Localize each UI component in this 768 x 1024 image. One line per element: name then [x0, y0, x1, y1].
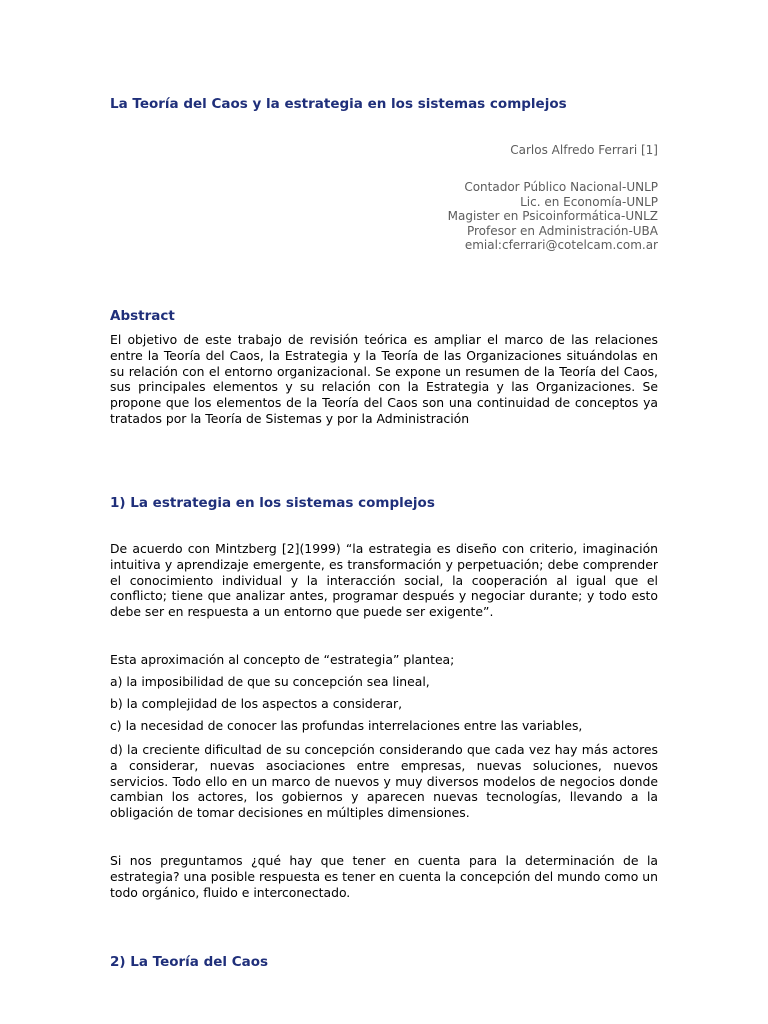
section-2-heading: 2) La Teoría del Caos [110, 954, 269, 970]
credential-item: Profesor en Administración-UBA [466, 223, 658, 238]
credential-item: Magister en Psicoinformática-UNLZ [447, 209, 658, 223]
author-name: Carlos Alfredo Ferrari [1] [510, 143, 658, 157]
author-email: emial:cferrari@cotelcam.com.ar [464, 238, 658, 252]
document-title: La Teoría del Caos y la estrategia en los sistemas complejos [110, 96, 567, 112]
abstract-heading: Abstract [110, 308, 175, 324]
credential-item: Lic. en Economía-UNLP [520, 194, 658, 209]
author-credentials [448, 180, 658, 253]
credential-item: Contador Público Nacional-UNLP [464, 180, 658, 194]
section-1-paragraph: De acuerdo con Mintzberg [2](1999) “la estrategia es diseño con criterio, imaginación intuitiva y aprendizaje emergente, es transformación y perpetuación; debe comprender el conocimiento individual y la interacción social, la cooperación al igual que el conflicto; tiene que analizar antes, programar después y negociar durante; y todo esto debe ser en respuesta a un entorno que puede ser exigente”. [110, 541, 658, 620]
abstract-text: El objetivo de este trabajo de revisión teórica es ampliar el marco de las relaciones entre la Teoría del Caos, la Estrategia y la Teoría de las Organizaciones situándolas en su relación con el entorno organizacional. Se expone un resumen de la Teoría del Caos, sus principales elementos y su relación con la Estrategia y las Organizaciones. Se propone que los elementos de la Teoría del Caos son una continuidad de conceptos ya tratados por la Teoría de Sistemas y por la Administración [110, 332, 658, 426]
author-block [448, 143, 658, 253]
section-1-intro: Esta aproximación al concepto de “estrategia” plantea; [110, 652, 455, 667]
list-item-c: c) la necesidad de conocer las profundas interrelaciones entre las variables, [110, 718, 583, 733]
section-1-heading: 1) La estrategia en los sistemas complejos [110, 495, 435, 511]
list-item-a: a) la imposibilidad de que su concepción sea lineal, [110, 674, 430, 689]
list-item-b: b) la complejidad de los aspectos a considerar, [110, 696, 403, 711]
section-1-closing: Si nos preguntamos ¿qué hay que tener en cuenta para la determinación de la estrategia? una posible respuesta es tener en cuenta la concepción del mundo como un todo orgánico, fluido e interconectado. [110, 853, 658, 900]
list-item-d: d) la creciente dificultad de su concepción considerando que cada vez hay más actores a considerar, nuevas asociaciones entre empresas, nuevas soluciones, nuevos servicios. Todo ello en un marco de nuevos y muy diversos modelos de negocios donde cambian los actores, los gobiernos y aparecen nuevas tecnologías, llevando a la obligación de tomar decisiones en múltiples dimensiones. [110, 742, 658, 821]
